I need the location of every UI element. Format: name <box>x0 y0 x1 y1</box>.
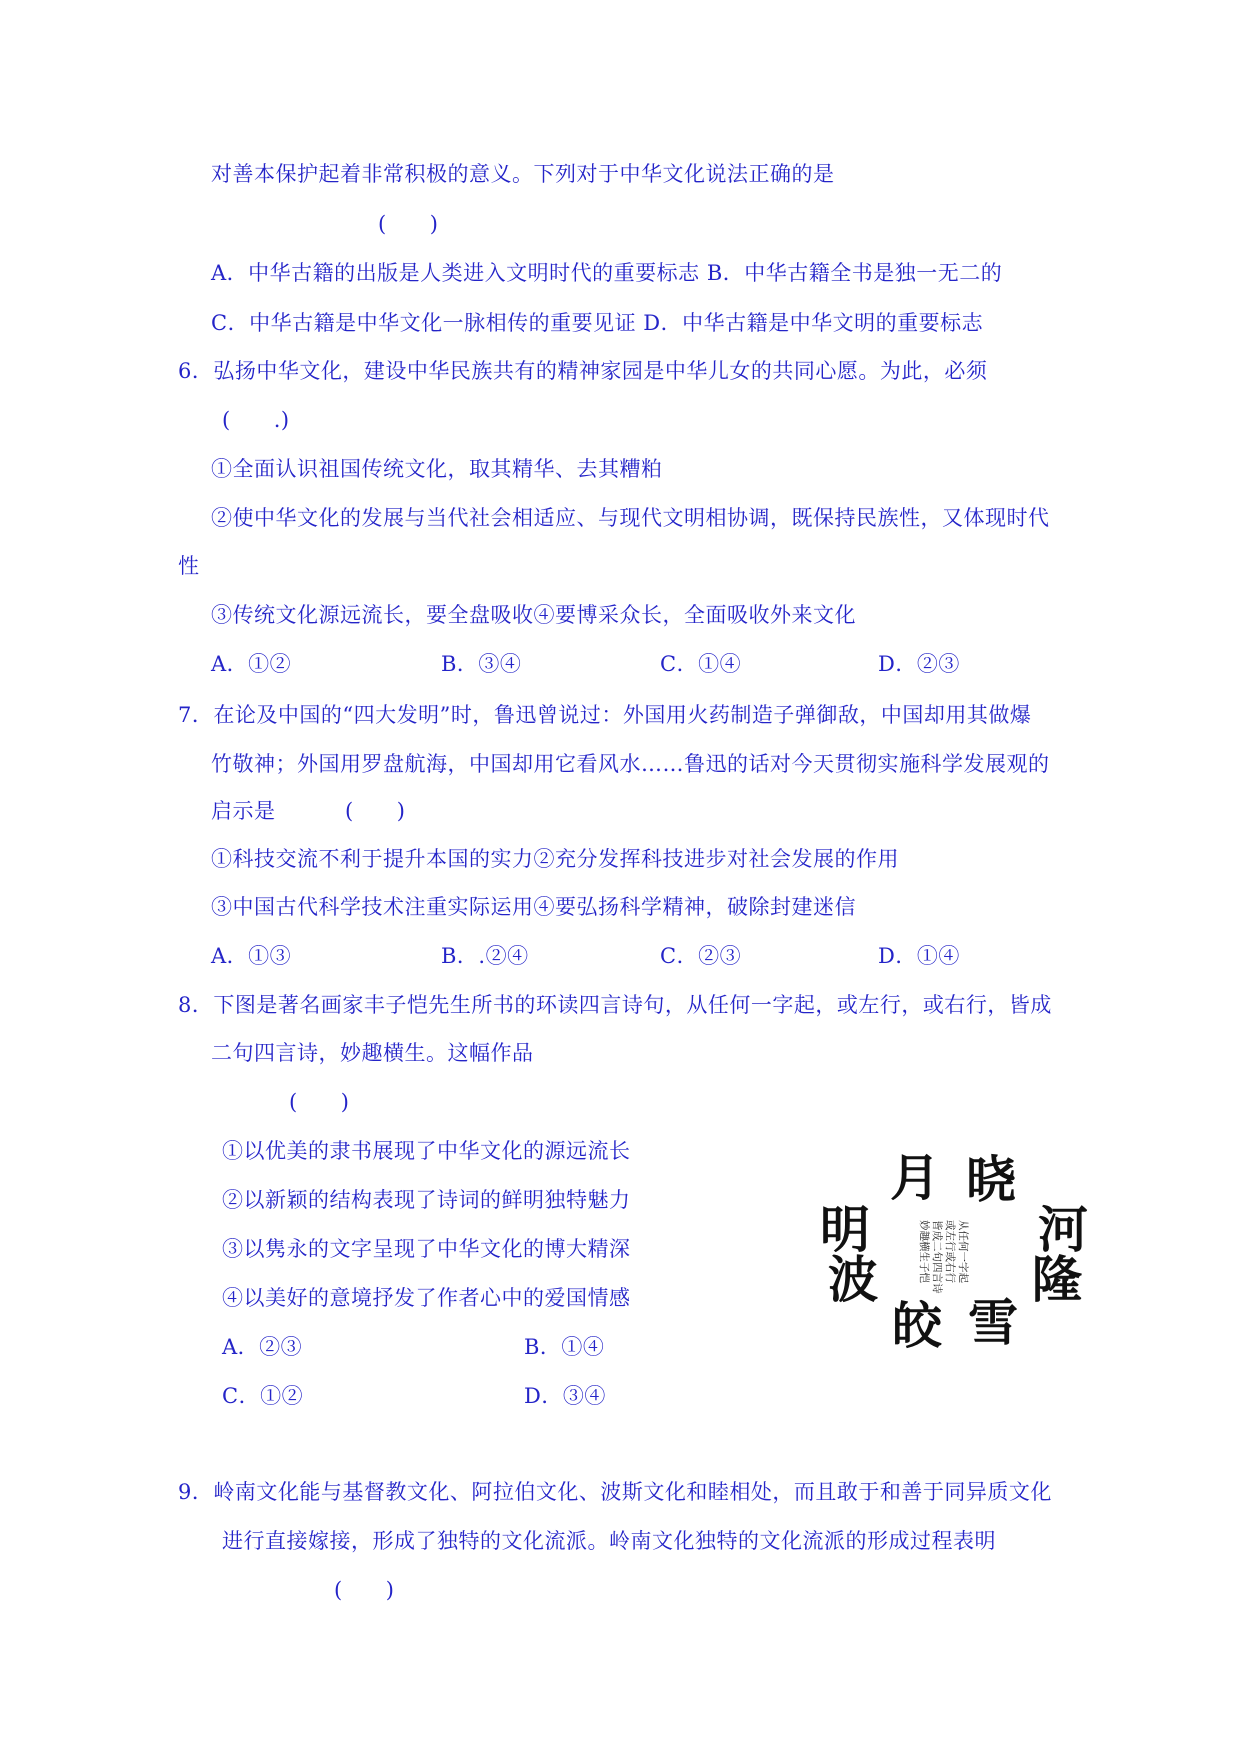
q8-answer-paren: ( ) <box>289 1090 350 1114</box>
q8-option-c: C．①② <box>222 1384 304 1408</box>
q6-answer-paren: ( .) <box>222 408 290 432</box>
q6-statement-1: ①全面认识祖国传统文化，取其精华、去其糟粕 <box>211 457 663 481</box>
q6-stem: 6．弘扬中华文化，建设中华民族共有的精神家园是中华儿女的共同心愿。为此，必须 <box>178 359 988 383</box>
q6-statement-3-4: ③传统文化源远流长，要全盘吸收④要博采众长，全面吸收外来文化 <box>211 603 856 627</box>
q9-stem-line-2: 进行直接嫁接，形成了独特的文化流派。岭南文化独特的文化流派的形成过程表明 <box>222 1529 996 1553</box>
q7-stem-line-3: 启示是 <box>211 799 276 823</box>
artwork-inscription: 或左行或右行 <box>944 1220 956 1283</box>
artwork-char: 波 <box>828 1250 878 1309</box>
q7-option-a: A．①③ <box>211 944 292 968</box>
q6-statement-2: ②使中华文化的发展与当代社会相适应、与现代文明相协调，既保持民族性，又体现时代 <box>211 506 1050 530</box>
q9-stem-line-1: 9．岭南文化能与基督教文化、阿拉伯文化、波斯文化和睦相处，而且敢于和善于同异质文化 <box>178 1480 1052 1504</box>
q8-statement-4: ④以美好的意境抒发了作者心中的爱国情感 <box>222 1286 631 1310</box>
q7-answer-paren: ( ) <box>345 799 406 823</box>
q5-options-line-1: A．中华古籍的出版是人类进入文明时代的重要标志 B．中华古籍全书是独一无二的 <box>211 261 1003 285</box>
artwork-char: 雪 <box>968 1293 1018 1350</box>
artwork-char: 月 <box>890 1148 940 1207</box>
artwork-char: 明 <box>820 1200 870 1259</box>
artwork-char: 皎 <box>892 1296 942 1350</box>
q5-stem-continuation: 对善本保护起着非常积极的意义。下列对于中华文化说法正确的是 <box>211 162 835 186</box>
q8-option-d: D．③④ <box>524 1384 606 1408</box>
q7-stem-line-2: 竹敬神；外国用罗盘航海，中国却用它看风水……鲁迅的话对今天贯彻实施科学发展观的 <box>211 752 1050 776</box>
q8-statement-3: ③以隽永的文字呈现了中华文化的博大精深 <box>222 1237 631 1261</box>
artwork-inscription: 皆成二句四言诗 <box>931 1220 943 1294</box>
q7-option-d: D．①④ <box>878 944 960 968</box>
artwork-char: 晓 <box>966 1150 1016 1209</box>
calligraphy-circular-poem-image <box>820 1135 1110 1350</box>
artwork-char: 河 <box>1038 1200 1088 1259</box>
q6-option-d: D．②③ <box>878 652 960 676</box>
q6-statement-2-cont: 性 <box>178 554 200 578</box>
q8-statement-2: ②以新颖的结构表现了诗词的鲜明独特魅力 <box>222 1188 631 1212</box>
q8-stem-line-1: 8．下图是著名画家丰子恺先生所书的环读四言诗句，从任何一字起，或左行，或右行，皆成 <box>178 993 1052 1017</box>
q8-option-b: B．①④ <box>524 1335 605 1359</box>
q8-statement-1: ①以优美的隶书展现了中华文化的源远流长 <box>222 1139 631 1163</box>
q5-options-line-2: C．中华古籍是中华文化一脉相传的重要见证 D．中华古籍是中华文明的重要标志 <box>211 311 984 335</box>
artwork-inscription: 妙趣横生子恺 <box>918 1220 930 1283</box>
artwork-char: 隆 <box>1032 1250 1082 1309</box>
q7-option-c: C．②③ <box>660 944 742 968</box>
q7-statement-1-2: ①科技交流不利于提升本国的实力②充分发挥科技进步对社会发展的作用 <box>211 847 899 871</box>
q6-option-b: B．③④ <box>441 652 522 676</box>
q7-stem-line-1: 7．在论及中国的“四大发明”时，鲁迅曾说过：外国用火药制造子弹御敌，中国却用其做爆 <box>178 703 1032 727</box>
q6-option-a: A．①② <box>211 652 292 676</box>
q6-option-c: C．①④ <box>660 652 742 676</box>
q5-answer-paren: ( ) <box>378 212 439 236</box>
q7-option-b: B．.②④ <box>441 944 529 968</box>
q9-answer-paren: ( ) <box>334 1578 395 1602</box>
q8-stem-line-2: 二句四言诗，妙趣横生。这幅作品 <box>211 1041 534 1065</box>
artwork-inscription: 从任何一字起 <box>957 1220 969 1283</box>
q8-option-a: A．②③ <box>222 1335 303 1359</box>
q7-statement-3-4: ③中国古代科学技术注重实际运用④要弘扬科学精神，破除封建迷信 <box>211 895 856 919</box>
